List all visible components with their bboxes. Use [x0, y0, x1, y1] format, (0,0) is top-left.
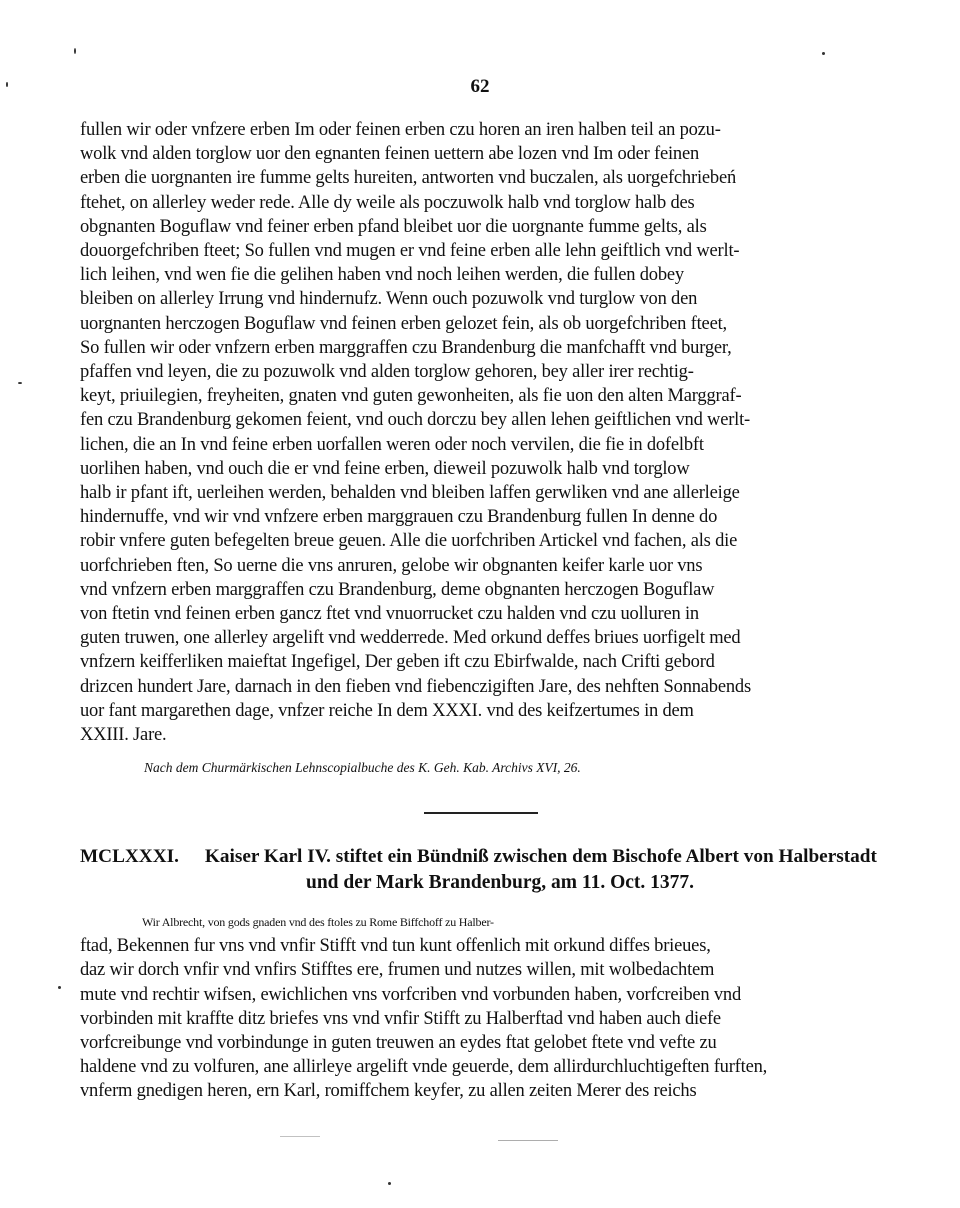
scan-speck — [498, 1140, 558, 1141]
charter-text-2 — [80, 910, 880, 1104]
document-title-line-1: Kaiser Karl IV. stiftet ein Bündniß zwischen dem Bischofe Albert von Halberstadt — [204, 846, 877, 867]
text-line: vnferm gnedigen heren, ern Karl, romiffchem keyfer, zu allen zeiten Merer des reichs — [80, 1081, 697, 1102]
scan-speck — [74, 48, 76, 54]
source-citation: Nach dem Churmärkischen Lehnscopialbuche des K. Geh. Kab. Archivs XVI, 26. — [144, 760, 581, 775]
text-line: Wir Albrecht, von gods gnaden vnd des ftoles zu Rome Biffchoff zu Halber- — [142, 915, 494, 929]
text-line: So fullen wir oder vnfzern erben marggraffen czu Brandenburg die manfchafft vnd burger, — [80, 337, 732, 358]
text-line: XXIII. Jare. — [80, 725, 167, 746]
text-line: mute vnd rechtir wifsen, ewichlichen vns vorfcriben vnd vorbunden haben, vorfcreiben vnd — [80, 984, 742, 1005]
text-line: ftehet, on allerley weder rede. Alle dy weile als poczuwolk halb vnd torglow halb des — [80, 192, 695, 213]
text-line: obgnanten Boguflaw vnd feiner erben pfand bleibet uor die uorgnante fumme gelts, als — [80, 216, 707, 237]
text-line: haldene vnd zu volfuren, ane allirleye argelift vnde geuerde, dem allirdurchluchtigeften furften, — [80, 1057, 768, 1078]
text-line: wolk vnd alden torglow uor den egnanten feinen uettern abe lozen vnd Im oder feinen — [80, 144, 700, 165]
section-divider — [424, 812, 538, 814]
text-line: uorgnanten herczogen Boguflaw vnd feinen erben gelozet fein, als ob uorgefchriben fteet, — [80, 313, 727, 334]
text-line: fullen wir oder vnfzere erben Im oder feinen erben czu horen an iren halben teil an pozu- — [80, 120, 721, 140]
scan-speck — [58, 986, 61, 989]
text-line: ftad, Bekennen fur vns vnd vnfir Stifft vnd tun kunt offenlich mit orkund diffes brieues, — [80, 936, 711, 957]
scan-speck — [280, 1136, 320, 1137]
text-line: bleiben on allerley Irrung vnd hindernufz. Wenn ouch pozuwolk vnd turglow von den — [80, 289, 698, 310]
text-line: uorlihen haben, vnd ouch die er vnd feine erben, dieweil pozuwolk halb vnd torglow — [80, 458, 690, 479]
text-line: hindernuffe, vnd wir vnd vnfzere erben marggrauen czu Brandenburg fullen In denne do — [80, 507, 718, 528]
document-number: MCLXXXI. — [80, 846, 179, 867]
text-line: drizcen hundert Jare, darnach in den fieben vnd fiebenczigiften Jare, des nehften Sonnabends — [80, 676, 751, 697]
text-line: douorgefchriben fteet; So fullen vnd mugen er vnd feine erben alle lehn geiftlich vnd werlt- — [80, 241, 740, 262]
text-line: vnfzern keifferliken maieftat Ingefigel, Der geben ift czu Ebirfwalde, nach Crifti gebord — [80, 652, 715, 673]
document-heading — [80, 844, 880, 896]
text-line: uor fant margarethen dage, vnfzer reiche In dem XXXI. vnd des keifzertumes in dem — [80, 700, 694, 721]
text-line: lich leihen, vnd wen fie die gelihen haben vnd noch leihen werden, die fullen dobey — [80, 265, 684, 286]
text-line: halb ir pfant ift, uerleihen werden, behalden vnd bleiben laffen gerwliken vnd ane allerleige — [80, 483, 740, 504]
scan-speck — [18, 382, 22, 384]
text-line: von ftetin vnd feinen erben gancz ftet vnd vnuorrucket czu halden vnd czu uolluren in — [80, 604, 699, 625]
charter-text — [80, 118, 880, 747]
text-line: keyt, priuilegien, freyheiten, gnaten vnd guten gewonheiten, als fie uon den alten Marggraf- — [80, 386, 742, 407]
text-line: robir vnfere guten befegelten breue geuen. Alle die uorfchriben Artickel vnd fachen, als die — [80, 531, 738, 552]
text-line: uorfchrieben ften, So uerne die vns anruren, gelobe wir obgnanten keifer karle uor vns — [80, 555, 703, 576]
document-title-line-2: und der Mark Brandenburg, am 11. Oct. 1377. — [305, 872, 695, 893]
scan-speck — [6, 82, 8, 87]
text-line: vorbinden mit kraffte ditz briefes vns vnd vnfir Stifft zu Halberftad vnd haben auch diefe — [80, 1008, 721, 1029]
scan-speck — [388, 1182, 391, 1185]
text-line: vorfcreibunge vnd vorbindunge in guten treuwen an eydes ftat gelobet ftete vnd vefte zu — [80, 1033, 717, 1054]
text-line: daz wir dorch vnfir vnd vnfirs Stifftes ere, frumen und nutzes willen, mit wolbedachtem — [80, 960, 715, 981]
text-line: fen czu Brandenburg gekomen feient, vnd ouch dorczu bey allen lehen geiftlichen vnd werlt- — [80, 410, 751, 431]
text-line: pfaffen vnd leyen, die zu pozuwolk vnd alden torglow gehoren, bey aller irer rechtig- — [80, 362, 694, 383]
page-number: 62 — [470, 76, 490, 97]
text-line: vnd vnfzern erben marggraffen czu Brandenburg, deme obgnanten herczogen Boguflaw — [80, 579, 715, 600]
text-line: erben die uorgnanten ire fumme gelts hureiten, antworten vnd buczalen, als uorgefchriebeń — [80, 168, 737, 189]
scan-speck — [822, 52, 825, 55]
text-line: guten truwen, one allerley argelift vnd wedderrede. Med orkund deffes briues uorfigelt med — [80, 628, 741, 649]
text-line: lichen, die an In vnd feine erben uorfallen weren oder noch vervilen, die fie in dofelbft — [80, 434, 704, 455]
